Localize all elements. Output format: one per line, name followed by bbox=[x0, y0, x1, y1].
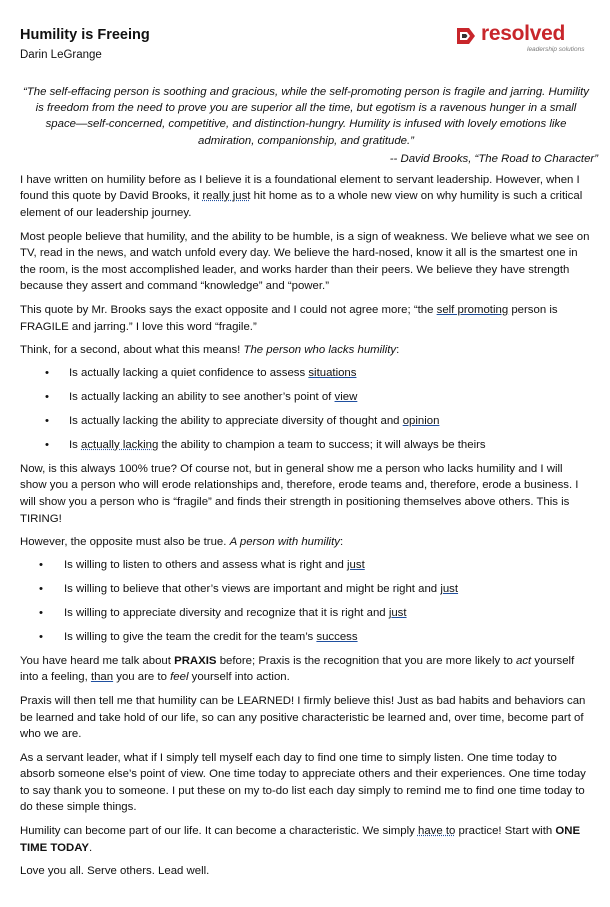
paragraph-1: I have written on humility before as I believe it is a foundational element to servant leadership. However, when I found this quote by David Brooks, it really just hit home as to a whole new view on why humility is such a critical element of our leadership journey. bbox=[20, 173, 583, 219]
list-item: • Is willing to give the team the credit for the team’s success bbox=[39, 630, 358, 643]
paragraph-7: You have heard me talk about PRAXIS before; Praxis is the recognition that you are more likely to act yourself into a feeling, than you are to feel yourself into action. bbox=[20, 654, 575, 684]
list-item: • Is actually lacking a quiet confidence to assess situations bbox=[45, 366, 357, 379]
list-item: • Is willing to appreciate diversity and recognize that it is right and just bbox=[39, 606, 407, 619]
with-humility-list bbox=[20, 557, 592, 645]
paragraph-5: Now, is this always 100% true? Of course not, but in general show me a person who lacks humility and I will show you a person who will erode relationships and, therefore, erode teams and, therefore, erode a business. I will show you a person who is “fragile” and finds their strength in positioning themselves above others. This is TIRING! bbox=[20, 462, 579, 525]
closing-line: Love you all. Serve others. Lead well. bbox=[20, 865, 210, 878]
paragraph-8: Praxis will then tell me that humility can be LEARNED! I firmly believe this! Just as bad habits and behaviors can be learned and take hold of our life, so can any positive characteristic be learned and, over time, become part of who we are. bbox=[20, 694, 586, 741]
list-item: • Is actually lacking an ability to see another’s point of view bbox=[45, 390, 358, 403]
quote-attribution: -- David Brooks, “The Road to Character” bbox=[389, 152, 598, 165]
paragraph-3: This quote by Mr. Brooks says the exact opposite and I could not agree more; “the self promoting person is FRAGILE and jarring.” I love this word “fragile.” bbox=[20, 303, 558, 333]
paragraph-10: Humility can become part of our life. It can become a characteristic. We simply have to practice! Start with ONE TIME TODAY. bbox=[20, 825, 581, 854]
document-author: Darin LeGrange bbox=[20, 49, 102, 61]
list-item: • Is willing to listen to others and assess what is right and just bbox=[39, 558, 365, 571]
bullet-icon: • bbox=[45, 390, 49, 403]
paragraph-9: As a servant leader, what if I simply tell myself each day to find one time to simply listen. One time today to absorb someone else’s point of view. One time today to appreciate others and their experiences. One time today to say thank you to someone. I put these on my to-do list each day simply to remind me to find one time today to do these simple things. bbox=[20, 751, 586, 814]
grammar-flag: really just bbox=[202, 190, 251, 203]
bullet-icon: • bbox=[45, 366, 49, 379]
list-item: • Is actually lacking the ability to appreciate diversity of thought and opinion bbox=[45, 414, 440, 427]
opening-quote: “The self-effacing person is soothing and gracious, while the self-promoting person is fragile and jarring. Humility is freedom from the need to prove you are superior all the time, but egotism is a ravenous hunger in a small space—self-concerned, competitive, and distinction-hungry. Humility is infused with lovely emotions like admiration, companionship, and gratitude.” bbox=[22, 86, 589, 147]
document-title: Humility is Freeing bbox=[20, 27, 150, 43]
bullet-icon: • bbox=[39, 630, 43, 643]
grammar-flag: self promoting bbox=[436, 303, 509, 316]
document-page bbox=[20, 26, 598, 880]
logo-tagline: leadership solutions bbox=[527, 46, 585, 53]
bullet-icon: • bbox=[39, 558, 43, 571]
lacking-humility-list bbox=[20, 365, 592, 453]
bullet-icon: • bbox=[45, 438, 49, 451]
list-item: • Is actually lacking the ability to champion a team to success; it will always be theirs bbox=[45, 438, 486, 451]
list-item: • Is willing to believe that other’s views are important and might be right and just bbox=[39, 582, 459, 595]
bullet-icon: • bbox=[45, 414, 49, 427]
bullet-icon: • bbox=[39, 582, 43, 595]
paragraph-2: Most people believe that humility, and the ability to be humble, is a sign of weakness. We believe what we see on TV, read in the news, and watch unfold every day. We believe the hard-nosed, know it all is the smartest one in the room, is the most accomplished leader, and works harder than their peers. We believe they have strength because they assert and command “knowledge” and “power.” bbox=[20, 230, 590, 293]
paragraph-4: Think, for a second, about what this means! The person who lacks humility: bbox=[20, 344, 400, 357]
logo-wordmark: resolved bbox=[481, 22, 565, 45]
bullet-icon: • bbox=[39, 606, 43, 619]
paragraph-6: However, the opposite must also be true. A person with humility: bbox=[20, 536, 344, 549]
